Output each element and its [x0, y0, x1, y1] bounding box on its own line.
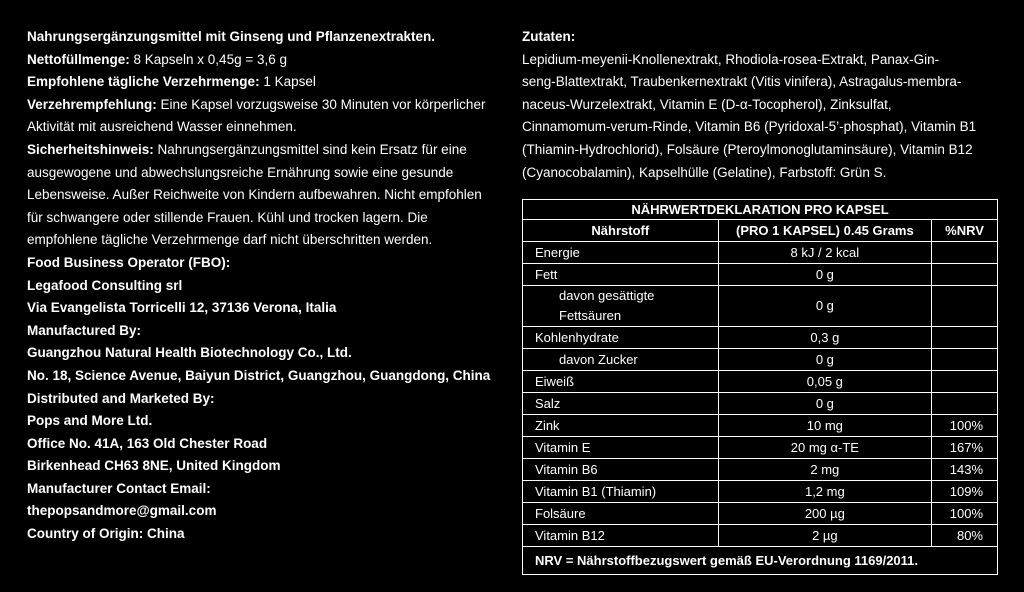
- ingredients-line: Lepidium-meyenii-Knollenextrakt, Rhodiola-rosea-Extrakt, Panax-Gin-: [522, 51, 940, 67]
- usage-value-1: Eine Kapsel vorzugsweise 30 Minuten vor körperlicher: [156, 96, 486, 112]
- product-description: Nahrungsergänzungsmittel mit Ginseng und Pflanzenextrakten.: [27, 29, 436, 44]
- distributor-address-1: Office No. 41A, 163 Old Chester Road: [27, 435, 268, 451]
- usage-recommendation: [27, 94, 507, 139]
- table-row: [523, 371, 998, 393]
- table-header-row: [523, 220, 998, 242]
- nutrient-value: 2 µg: [718, 525, 931, 547]
- ingredients-line: (Thiamin-Hydrochlorid), Folsäure (Pteroylmonoglutaminsäure), Vitamin B12: [522, 141, 973, 157]
- nutrient-name: davon Zucker: [523, 349, 719, 371]
- nutrient-name: Vitamin E: [523, 437, 719, 459]
- table-row: [523, 286, 998, 327]
- safety-notice: [27, 139, 507, 252]
- nutrient-nrv: 100%: [932, 503, 998, 525]
- usage-label: Verzehrempfehlung:: [27, 96, 157, 112]
- nutrition-table: [522, 199, 998, 575]
- nutrient-name: Zink: [523, 415, 719, 437]
- nutrient-nrv: [932, 327, 998, 349]
- fbo-address: Via Evangelista Torricelli 12, 37136 Verona, Italia: [27, 300, 337, 316]
- nutrient-nrv: 80%: [932, 525, 998, 547]
- right-column: [522, 26, 1002, 184]
- table-row: [523, 264, 998, 286]
- nutrient-value: 8 kJ / 2 kcal: [718, 242, 931, 264]
- fbo-name: Legafood Consulting srl: [27, 277, 183, 293]
- ingredients-list: [522, 49, 1002, 185]
- nutrient-value: 0 g: [718, 393, 931, 415]
- fbo-label: Food Business Operator (FBO):: [27, 254, 231, 270]
- nutrient-value: 20 mg α-TE: [718, 437, 931, 459]
- nutrient-value: 0,05 g: [718, 371, 931, 393]
- nutrient-value: 2 mg: [718, 459, 931, 481]
- nutrient-value: 0 g: [718, 264, 931, 286]
- table-row: [523, 349, 998, 371]
- nutrient-nrv: [932, 393, 998, 415]
- nutrient-value: 0 g: [718, 286, 931, 327]
- nutrient-value: 10 mg: [718, 415, 931, 437]
- ingredients-line: (Cyanocobalamin), Kapselhülle (Gelatine), Farbstoff: Grün S.: [522, 164, 887, 180]
- manufacturer-name: Guangzhou Natural Health Biotechnology Co., Ltd.: [27, 345, 352, 361]
- left-column: [27, 26, 507, 546]
- header-amount: (PRO 1 KAPSEL) 0.45 Grams: [718, 220, 931, 242]
- nutrient-value: 0,3 g: [718, 327, 931, 349]
- nutrient-nrv: [932, 242, 998, 264]
- header-nutrient: Nährstoff: [523, 220, 719, 242]
- safety-value-2: ausgewogene und abwechslungsreiche Ernährung sowie eine gesunde: [27, 164, 454, 180]
- table-row: [523, 415, 998, 437]
- manufacturer-label: Manufactured By:: [27, 322, 142, 338]
- ingredients-line: seng-Blattextrakt, Traubenkernextrakt (Vitis vinifera), Astragalus-membra-: [522, 74, 962, 90]
- nutrient-nrv: [932, 371, 998, 393]
- table-row: [523, 242, 998, 264]
- table-row: [523, 437, 998, 459]
- header-nrv: %NRV: [932, 220, 998, 242]
- nutrient-name: Fett: [523, 264, 719, 286]
- ingredients-line: Cinnamomum-verum-Rinde, Vitamin B6 (Pyridoxal-5’-phosphat), Vitamin B1: [522, 119, 977, 135]
- ingredients-label: Zutaten:: [522, 29, 576, 44]
- distributor-label: Distributed and Marketed By:: [27, 390, 215, 406]
- nutrient-nrv: 143%: [932, 459, 998, 481]
- nutrient-nrv: 109%: [932, 481, 998, 503]
- nutrient-nrv: [932, 264, 998, 286]
- nutrient-value: 0 g: [718, 349, 931, 371]
- safety-value-1: Nahrungsergänzungsmittel sind kein Ersatz für eine: [153, 141, 467, 157]
- ingredients-line: naceus-Wurzelextrakt, Vitamin E (D-α-Tocopherol), Zinksulfat,: [522, 96, 892, 112]
- nutrient-value: 1,2 mg: [718, 481, 931, 503]
- nutrient-nrv: [932, 349, 998, 371]
- daily-dose-label: Empfohlene tägliche Verzehrmenge:: [27, 74, 260, 90]
- usage-value-2: Aktivität mit ausreichend Wasser einnehmen.: [27, 119, 297, 135]
- net-quantity-label: Nettofüllmenge:: [27, 51, 130, 67]
- nutrient-name: Vitamin B6: [523, 459, 719, 481]
- email-value: thepopsandmore@gmail.com: [27, 503, 217, 519]
- distributor-address-2: Birkenhead CH63 8NE, United Kingdom: [27, 458, 281, 474]
- nutrient-nrv: 100%: [932, 415, 998, 437]
- safety-value-5: empfohlene tägliche Verzehrmenge darf nicht überschritten werden.: [27, 232, 433, 248]
- net-quantity: [27, 49, 507, 72]
- net-quantity-value: 8 Kapseln x 0,45g = 3,6 g: [129, 51, 287, 67]
- nutrient-nrv: [932, 286, 998, 327]
- nutrient-name: Kohlenhydrate: [523, 327, 719, 349]
- safety-label: Sicherheitshinweis:: [27, 141, 154, 157]
- nutrient-value: 200 µg: [718, 503, 931, 525]
- email-label: Manufacturer Contact Email:: [27, 480, 211, 496]
- nutrient-name: Eiweiß: [523, 371, 719, 393]
- safety-value-3: Lebensweise. Außer Reichweite von Kindern aufbewahren. Nicht empfohlen: [27, 187, 482, 203]
- distributor-name: Pops and More Ltd.: [27, 413, 153, 429]
- country-of-origin: Country of Origin: China: [27, 526, 185, 542]
- nutrient-nrv: 167%: [932, 437, 998, 459]
- nutrient-name: Energie: [523, 242, 719, 264]
- table-row: [523, 393, 998, 415]
- table-row: [523, 481, 998, 503]
- manufacturer-address: No. 18, Science Avenue, Baiyun District, Guangzhou, Guangdong, China: [27, 367, 491, 383]
- table-row: [523, 503, 998, 525]
- table-row: [523, 459, 998, 481]
- nutrient-name: Salz: [523, 393, 719, 415]
- nutrient-name: davon gesättigte Fettsäuren: [523, 286, 719, 327]
- daily-dose-value: 1 Kapsel: [259, 74, 316, 90]
- daily-dose: [27, 71, 507, 94]
- table-title: NÄHRWERTDEKLARATION PRO KAPSEL: [523, 200, 998, 220]
- nutrient-name: Vitamin B1 (Thiamin): [523, 481, 719, 503]
- table-footnote: NRV = Nährstoffbezugswert gemäß EU-Verordnung 1169/2011.: [523, 547, 998, 575]
- nutrient-name: Folsäure: [523, 503, 719, 525]
- nutrient-name: Vitamin B12: [523, 525, 719, 547]
- table-row: [523, 327, 998, 349]
- table-row: [523, 525, 998, 547]
- safety-value-4: für schwangere oder stillende Frauen. Kühl und trocken lagern. Die: [27, 209, 428, 225]
